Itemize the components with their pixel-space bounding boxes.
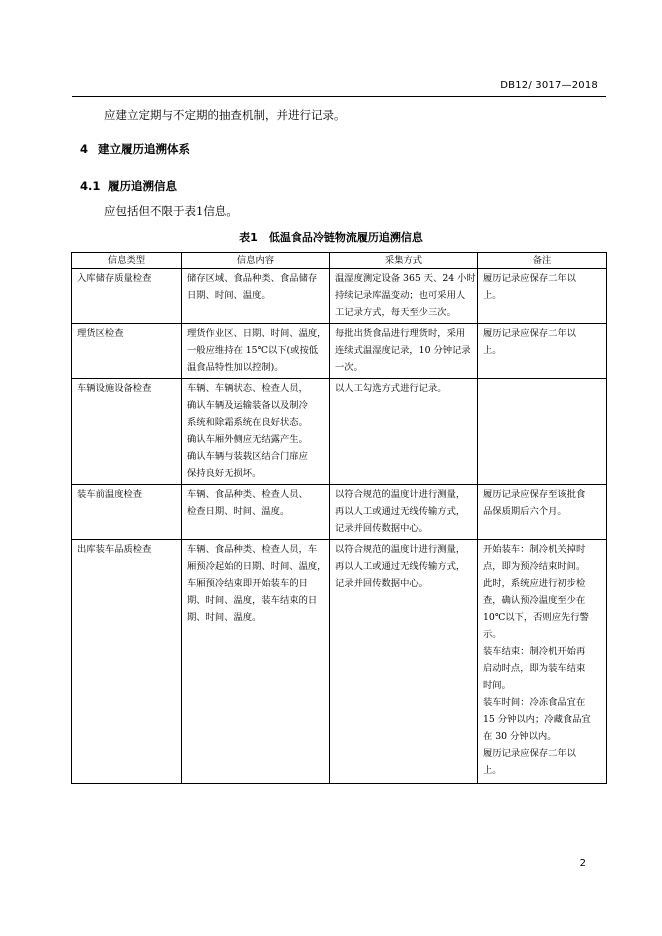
cell-text-line: 15 分钟以内；冷藏食品宜 xyxy=(483,714,591,725)
cell-text-line: 示。 xyxy=(483,629,502,640)
cell-text-line: 储存区域、食品种类、食品储存 xyxy=(187,273,318,284)
cell-collection-method xyxy=(330,324,478,379)
cell-text-line: 开始装车：制冷机关掉时 xyxy=(483,544,586,555)
cell-text-line: 确认车辆及运输装备以及制冷 xyxy=(187,400,308,411)
cell-info-content xyxy=(182,269,330,324)
page-number: 2 xyxy=(579,858,586,869)
cell-text-line: 履历记录应保存二年以 xyxy=(483,748,576,759)
cell-remarks xyxy=(478,540,607,784)
cell-info-type: 装车前温度检查 xyxy=(72,485,182,540)
cell-text-line: 以人工勾选方式进行记录。 xyxy=(335,383,447,394)
cell-text-line: 品保质期后六个月。 xyxy=(483,506,567,517)
cell-text-line: 装车时间：冷冻食品宜在 xyxy=(483,697,586,708)
cell-info-type: 出库装车品质检查 xyxy=(72,540,182,784)
cell-text-line: 保持良好无损坏。 xyxy=(187,468,262,479)
cell-text-line: 启动时点，即为装车结束 xyxy=(483,663,586,674)
cell-text-line: 以符合规范的温度计进行测量， xyxy=(335,544,466,555)
paragraph-table-intro: 应包括但不限于表1信息。 xyxy=(104,204,238,218)
cell-text-line: 查，确认预冷温度至少在 xyxy=(483,595,586,606)
cell-text-line: 系统和除霜系统在良好状态。 xyxy=(187,417,308,428)
cell-text-line: 检查日期、时间、温度。 xyxy=(187,506,290,517)
cell-text-line: 期、时间、温度，装车结束的日 xyxy=(187,595,318,606)
header-info-type: 信息类型 xyxy=(72,253,182,269)
traceability-table xyxy=(71,252,607,784)
cell-info-content xyxy=(182,324,330,379)
cell-text-line: 确认车辆与装载区结合门扉应 xyxy=(187,451,308,462)
cell-collection-method xyxy=(330,269,478,324)
section-number: 4 xyxy=(80,142,89,156)
cell-collection-method xyxy=(330,485,478,540)
section-title: 履历追溯信息 xyxy=(108,179,177,193)
cell-text-line: 履历记录应保存二年以 xyxy=(483,328,576,339)
cell-text-line: 一般应维持在 15℃以下(或按低 xyxy=(187,345,319,356)
cell-info-content xyxy=(182,379,330,485)
cell-text-line: 车厢预冷结束即开始装车的日 xyxy=(187,578,308,589)
section-number: 4.1 xyxy=(80,179,101,193)
cell-text-line: 上。 xyxy=(483,290,502,301)
cell-text-line: 车辆、食品种类、检查人员，车 xyxy=(187,544,318,555)
header-info-content: 信息内容 xyxy=(182,253,330,269)
cell-text-line: 时间。 xyxy=(483,680,511,691)
cell-info-type: 理货区检查 xyxy=(72,324,182,379)
cell-text-line: 上。 xyxy=(483,345,502,356)
header-collection-method: 采集方式 xyxy=(330,253,478,269)
table-caption: 表1 低温食品冷链物流履历追溯信息 xyxy=(239,231,423,244)
cell-text-line: 此时，系统应进行初步检 xyxy=(483,578,586,589)
cell-text-line: 在 30 分钟以内。 xyxy=(483,731,557,742)
cell-text-line: 车辆、车辆状态、检查人员， xyxy=(187,383,308,394)
cell-text-line: 温湿度测定设备 365 天、24 小时 xyxy=(335,273,476,284)
cell-collection-method xyxy=(330,540,478,784)
cell-text-line: 以符合规范的温度计进行测量， xyxy=(335,489,466,500)
cell-text-line: 上。 xyxy=(483,765,502,776)
header-remarks: 备注 xyxy=(478,253,607,269)
cell-info-content xyxy=(182,485,330,540)
cell-remarks xyxy=(478,485,607,540)
cell-remarks xyxy=(478,269,607,324)
cell-text-line: 一次。 xyxy=(335,362,363,373)
cell-collection-method xyxy=(330,379,478,485)
table-row xyxy=(72,485,607,540)
cell-remarks xyxy=(478,379,607,485)
cell-text-line: 履历记录应保存二年以 xyxy=(483,273,576,284)
section-heading-4 xyxy=(80,141,190,157)
cell-text-line: 装车结束：制冷机开始再 xyxy=(483,646,586,657)
cell-info-content xyxy=(182,540,330,784)
table-row xyxy=(72,540,607,784)
cell-text-line: 日期、时间、温度。 xyxy=(187,290,271,301)
table-header-row xyxy=(72,253,607,269)
cell-text-line: 履历记录应保存至该批食 xyxy=(483,489,586,500)
cell-text-line: 期、时间、温度。 xyxy=(187,612,262,623)
section-heading-4-1 xyxy=(80,178,177,194)
section-title: 建立履历追溯体系 xyxy=(98,142,190,156)
cell-text-line: 确认车厢外侧应无结露产生。 xyxy=(187,434,308,445)
standard-code: DB12/ 3017—2018 xyxy=(500,80,598,91)
cell-text-line: 每批出货食品进行理货时，采用 xyxy=(335,328,466,339)
cell-info-type: 车辆设施设备检查 xyxy=(72,379,182,485)
cell-remarks xyxy=(478,324,607,379)
cell-text-line: 记录并回传数据中心。 xyxy=(335,578,428,589)
table-row xyxy=(72,269,607,324)
cell-text-line: 再以人工或通过无线传输方式， xyxy=(335,506,466,517)
table-row xyxy=(72,324,607,379)
cell-text-line: 工记录方式，每天至少三次。 xyxy=(335,307,456,318)
cell-text-line: 厢预冷起始的日期、时间、温度， xyxy=(187,561,327,572)
cell-text-line: 温食品特性加以控制)。 xyxy=(187,362,284,373)
cell-text-line: 持续记录库温变动；也可采用人 xyxy=(335,290,466,301)
cell-info-type: 入库储存质量检查 xyxy=(72,269,182,324)
cell-text-line: 理货作业区、日期、时间、温度， xyxy=(187,328,327,339)
cell-text-line: 连续式温湿度记录，10 分钟记录 xyxy=(335,345,471,356)
cell-text-line: 车辆、食品种类、检查人员、 xyxy=(187,489,308,500)
paragraph-inspection: 应建立定期与不定期的抽查机制，并进行记录。 xyxy=(104,108,346,122)
cell-text-line: 再以人工或通过无线传输方式， xyxy=(335,561,466,572)
table-row xyxy=(72,379,607,485)
cell-text-line: 10℃以下，否则应先行警 xyxy=(483,612,589,623)
header-rule xyxy=(72,96,606,97)
cell-text-line: 记录并回传数据中心。 xyxy=(335,523,428,534)
cell-text-line: 点，即为预冷结束时间。 xyxy=(483,561,586,572)
